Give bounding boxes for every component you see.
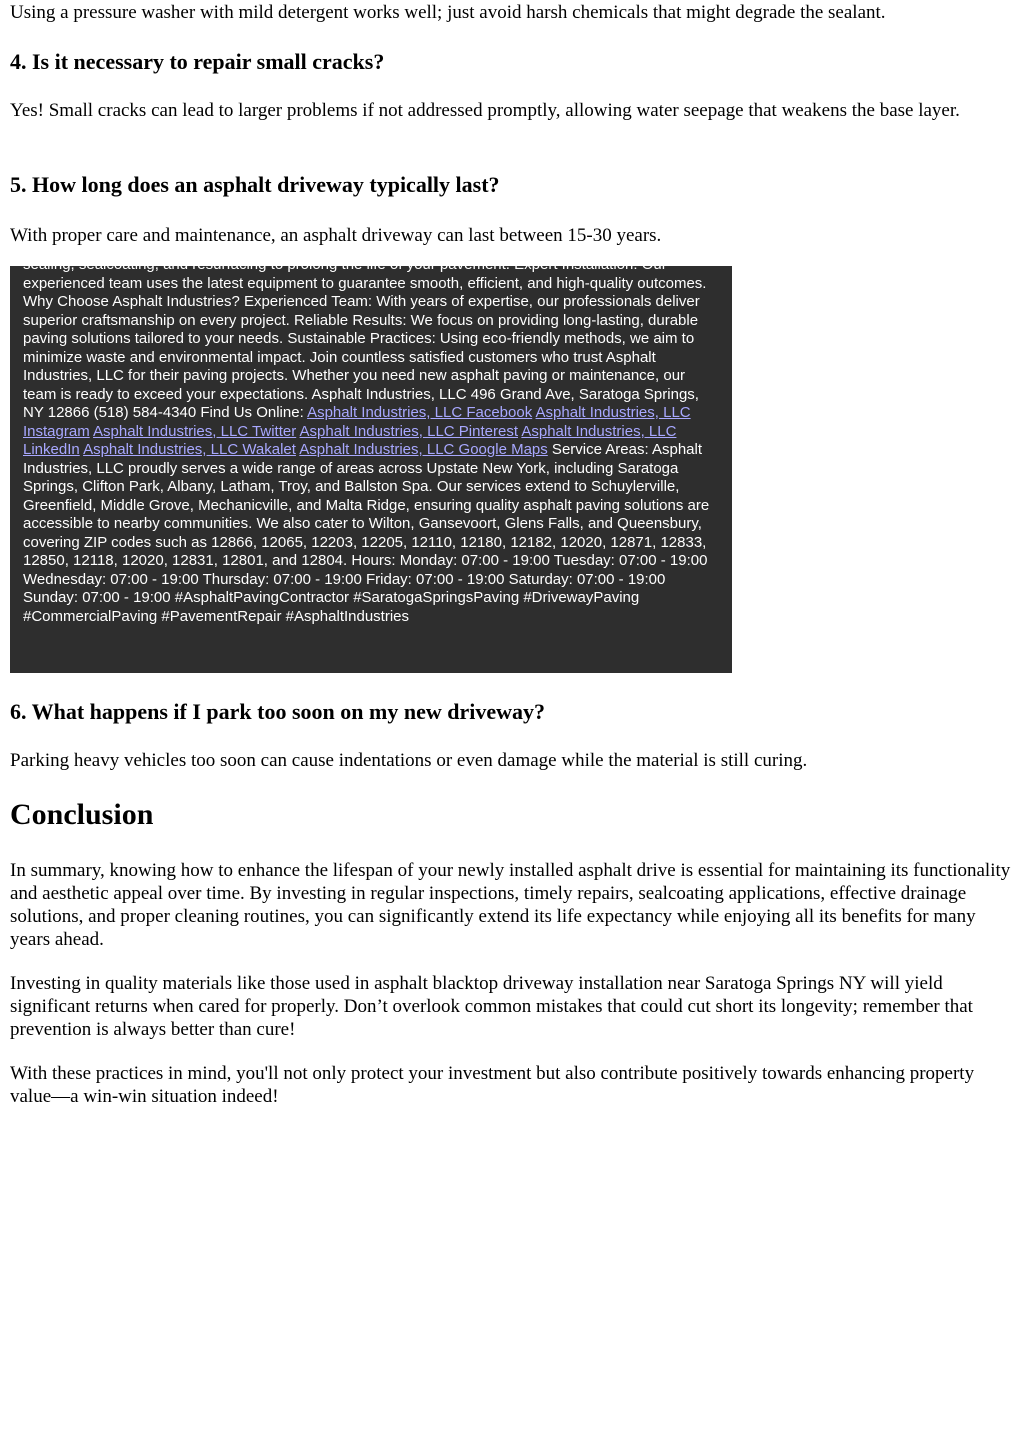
- conclusion-paragraph-2: Investing in quality materials like those used in asphalt blacktop driveway installation near Saratoga Springs NY will yield significant returns when cared for properly. Don’t overlook common mistakes that could cut short its longevity; remember that prevention is always better than cure!: [10, 973, 973, 1040]
- business-info-box: [10, 256, 732, 673]
- faq-answer-6: Parking heavy vehicles too soon can cause indentations or even damage while the material is still curing.: [10, 750, 808, 771]
- link-wakalet[interactable]: Asphalt Industries, LLC Wakalet: [83, 441, 296, 458]
- intro-paragraph: Using a pressure washer with mild detergent works well; just avoid harsh chemicals that might degrade the sealant.: [10, 2, 886, 23]
- conclusion-heading: Conclusion: [10, 798, 154, 831]
- faq-answer-4: Yes! Small cracks can lead to larger problems if not addressed promptly, allowing water seepage that weakens the base layer.: [10, 100, 960, 121]
- business-info-text-part-1: sealing, sealcoating, and resurfacing to prolong the life of your pavement. Expert Installation: Our experienced team uses the latest equipment to guarantee smooth, efficient, and high-quality outcomes. Why Choose Asphalt Industries? Experienced Team: With years of expertise, our professionals deliver superior craftsmanship on every project. Reliable Results: We focus on providing long-lasting, durable paving solutions tailored to your needs. Sustainable Practices: Using eco-friendly methods, we aim to minimize waste and environmental impact. Join countless satisfied customers who trust Asphalt Industries, LLC for their paving projects. Whether you need new asphalt paving or maintenance, our team is ready to exceed your expectations. Asphalt Industries, LLC 496 Grand Ave, Saratoga Springs, NY 12866 (518) 584-4340 Find Us Online:: [23, 256, 707, 421]
- faq-question-6: 6. What happens if I park too soon on my new driveway?: [10, 699, 546, 724]
- link-twitter[interactable]: Asphalt Industries, LLC Twitter: [93, 422, 297, 440]
- link-google-maps[interactable]: Asphalt Industries, LLC Google Maps: [299, 441, 548, 458]
- faq-answer-5: With proper care and maintenance, an asphalt driveway can last between 15-30 years.: [10, 225, 662, 246]
- link-facebook[interactable]: Asphalt Industries, LLC Facebook: [307, 404, 533, 421]
- link-pinterest[interactable]: Asphalt Industries, LLC Pinterest: [299, 422, 518, 440]
- faq-question-5: 5. How long does an asphalt driveway typically last?: [10, 172, 500, 197]
- business-info-text: [23, 256, 721, 626]
- link-linkedin[interactable]: Asphalt Industries, LLC LinkedIn: [23, 422, 677, 458]
- faq-question-4: 4. Is it necessary to repair small cracks?: [10, 49, 385, 74]
- business-info-text-part-2: Service Areas: Asphalt Industries, LLC proudly serves a wide range of areas across Upstate New York, including Saratoga Springs, Clifton Park, Albany, Latham, Troy, and Ballston Spa. Our services extend to Schuylerville, Greenfield, Middle Grove, Mechanicville, and Malta Ridge, ensuring quality asphalt paving solutions are accessible to nearby communities. We also cater to Wilton, Gansevoort, Glens Falls, and Queensbury, covering ZIP codes such as 12866, 12065, 12203, 12205, 12110, 12180, 12182, 12020, 12871, 12833, 12850, 12118, 12020, 12831, 12801, and 12804. Hours: Monday: 07:00 - 19:00 Tuesday: 07:00 - 19:00 Wednesday: 07:00 - 19:00 Thursday: 07:00 - 19:00 Friday: 07:00 - 19:00 Saturday: 07:00 - 19:00 Sunday: 07:00 - 19:00 #AsphaltPavingContractor #SaratogaSpringsPaving #DrivewayPaving #CommercialPaving #PavementRepair #AsphaltIndustries: [23, 441, 710, 625]
- conclusion-paragraph-1: In summary, knowing how to enhance the lifespan of your newly installed asphalt drive is essential for maintaining its functionality and aesthetic appeal over time. By investing in regular inspections, timely repairs, sealcoating applications, effective drainage solutions, and proper cleaning routines, you can significantly extend its life expectancy while enjoying all its benefits for many years ahead.: [10, 860, 1011, 950]
- conclusion-paragraph-3: With these practices in mind, you'll not only protect your investment but also contribute positively towards enhancing property value—a win-win situation indeed!: [10, 1063, 975, 1107]
- link-instagram[interactable]: Asphalt Industries, LLC Instagram: [23, 404, 691, 440]
